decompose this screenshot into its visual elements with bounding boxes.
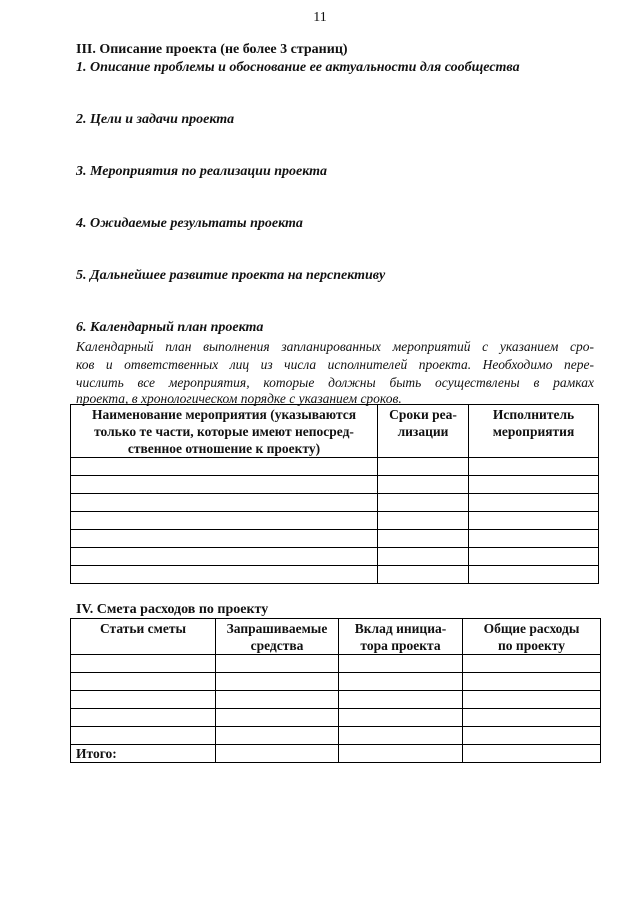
description-line-4: проекта, в хронологическом порядке с указанием сроков. (76, 391, 402, 406)
header-estimate-items: Статьи сметы (71, 619, 216, 655)
table-row (71, 566, 599, 584)
page-number: 11 (313, 10, 327, 25)
item-results: 4. Ожидаемые результаты проекта (76, 216, 303, 231)
table-row (71, 691, 601, 709)
header-initiator-contribution: Вклад инициа- тора проекта (339, 619, 463, 655)
header-deadlines: Сроки реа- лизации (378, 405, 469, 458)
table-row (71, 530, 599, 548)
table-row (71, 458, 599, 476)
table-row (71, 709, 601, 727)
header-total-expenses: Общие расходы по проекту (463, 619, 601, 655)
item-activities: 3. Мероприятия по реализации проекта (76, 164, 328, 179)
description-line-1: Календарный план выполнения запланированных мероприятий с указанием сро- (76, 339, 594, 354)
header-executor: Исполнитель мероприятия (469, 405, 599, 458)
calendar-description (76, 338, 594, 406)
total-label: Итого: (71, 745, 216, 763)
table-row (71, 727, 601, 745)
header-activity-name: Наименование мероприятия (указываются только те части, которые имеют непосред- ственное отношение к проекту) (71, 405, 378, 458)
table-row (71, 494, 599, 512)
item-calendar-plan: 6. Календарный план проекта (76, 320, 264, 335)
section-4-heading: IV. Смета расходов по проекту (76, 602, 269, 617)
section-3-heading: III. Описание проекта (не более 3 страниц) (76, 42, 348, 57)
table-row (71, 673, 601, 691)
estimate-table-header (71, 619, 601, 655)
item-problem: 1. Описание проблемы и обоснование ее актуальности для сообщества (76, 60, 520, 75)
estimate-table (70, 618, 601, 763)
item-development: 5. Дальнейшее развитие проекта на перспективу (76, 268, 386, 283)
total-row (71, 745, 601, 763)
table-row (71, 512, 599, 530)
header-requested-funds: Запрашиваемые средства (216, 619, 339, 655)
description-line-3: числить все мероприятия, которые должны быть осуществлены в рамках (76, 375, 594, 390)
description-line-2: ков и ответственных лиц из числа исполнителей проекта. Необходимо пере- (76, 357, 594, 372)
calendar-table-header (71, 405, 599, 458)
table-row (71, 548, 599, 566)
table-row (71, 476, 599, 494)
calendar-table (70, 404, 599, 584)
table-row (71, 655, 601, 673)
item-goals: 2. Цели и задачи проекта (76, 112, 235, 127)
